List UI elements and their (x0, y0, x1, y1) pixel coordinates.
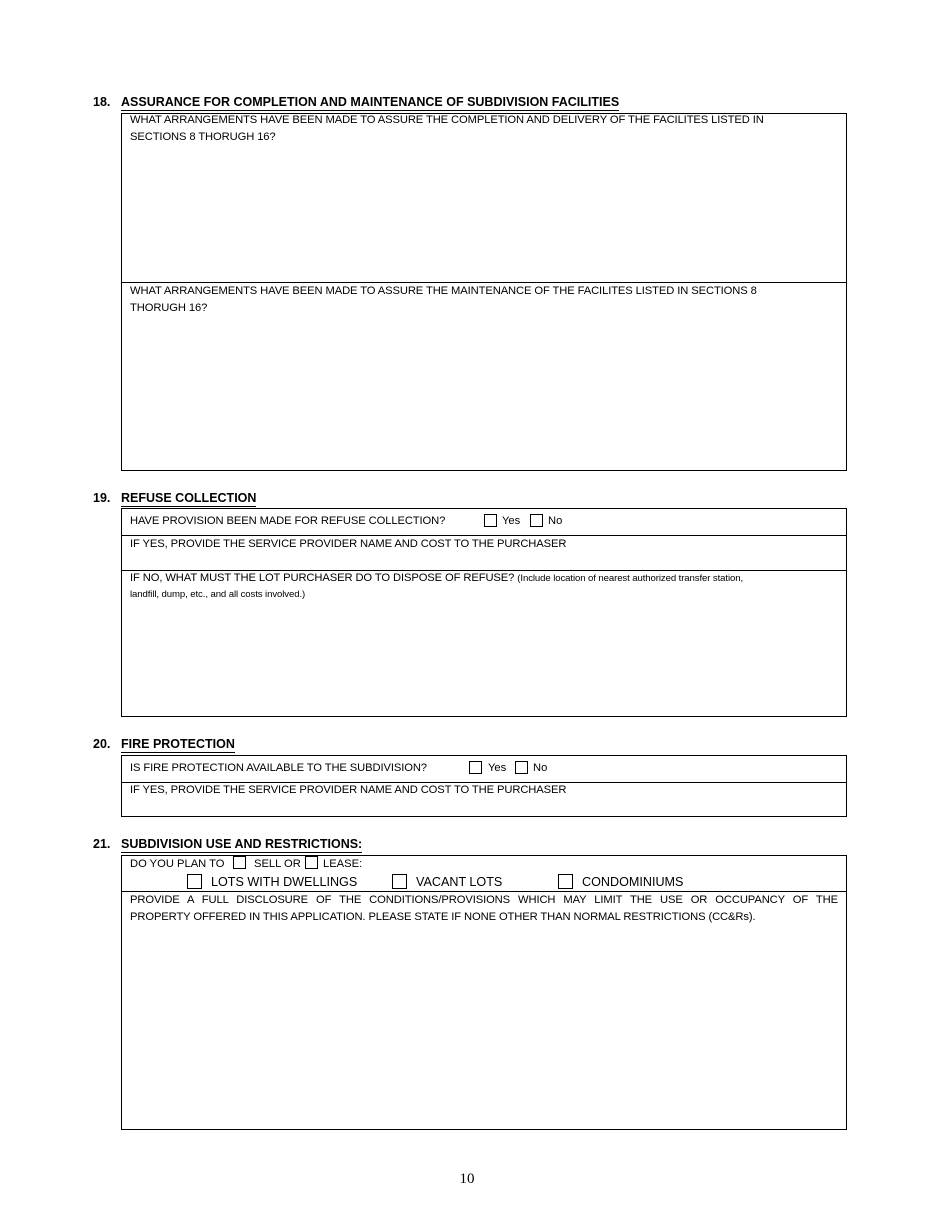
fire-no-checkbox[interactable] (515, 761, 528, 774)
refuse-no-checkbox[interactable] (530, 514, 543, 527)
lots-with-dwellings-label: LOTS WITH DWELLINGS (211, 875, 358, 889)
sell-checkbox[interactable] (233, 856, 246, 869)
section-19-q3-text: IF NO, WHAT MUST THE LOT PURCHASER DO TO DISPOSE OF REFUSE? (130, 572, 515, 584)
section-21-title: SUBDIVISION USE AND RESTRICTIONS: (121, 837, 363, 851)
section-21-q-line1: PROVIDE A FULL DISCLOSURE OF THE CONDITIONS/PROVISIONS WHICH MAY LIMIT THE USE OR OCCUPANCY OF THE (130, 894, 838, 906)
refuse-provider-field[interactable] (122, 553, 846, 569)
section-20-number: 20. (93, 737, 111, 751)
fire-provider-field[interactable] (122, 799, 846, 815)
refuse-disposal-field[interactable] (122, 604, 846, 714)
section-19-q1: HAVE PROVISION BEEN MADE FOR REFUSE COLLECTION? (130, 515, 446, 527)
section-18-q2-line1: WHAT ARRANGEMENTS HAVE BEEN MADE TO ASSURE THE MAINTENANCE OF THE FACILITES LISTED IN SECTIONS 8 (130, 285, 757, 297)
fire-yes-label: Yes (488, 762, 507, 774)
condominiums-checkbox[interactable] (558, 874, 573, 889)
vacant-lots-label: VACANT LOTS (416, 875, 503, 889)
section-21-plan-label: DO YOU PLAN TO (130, 858, 225, 870)
sell-label: SELL OR (254, 858, 301, 870)
section-18-title: ASSURANCE FOR COMPLETION AND MAINTENANCE OF SUBDIVISION FACILITIES (121, 95, 620, 109)
section-20-title: FIRE PROTECTION (121, 737, 235, 751)
restrictions-disclosure-field[interactable] (122, 928, 846, 1128)
maintenance-arrangements-field[interactable] (122, 320, 846, 468)
section-18-q1-line2: SECTIONS 8 THORUGH 16? (130, 131, 276, 143)
refuse-yes-label: Yes (502, 515, 521, 527)
section-19-q3-note: (Include location of nearest authorized transfer station, (517, 573, 744, 584)
section-19-q3 (130, 570, 743, 587)
refuse-no-label: No (548, 515, 563, 527)
section-19-q2: IF YES, PROVIDE THE SERVICE PROVIDER NAME AND COST TO THE PURCHASER (130, 538, 567, 550)
section-18-q1-line1: WHAT ARRANGEMENTS HAVE BEEN MADE TO ASSURE THE COMPLETION AND DELIVERY OF THE FACILITES LISTED IN (130, 114, 764, 126)
section-20-q1: IS FIRE PROTECTION AVAILABLE TO THE SUBDIVISION? (130, 762, 427, 774)
section-18-number: 18. (93, 95, 111, 109)
completion-arrangements-field[interactable] (122, 148, 846, 281)
section-19-title: REFUSE COLLECTION (121, 491, 257, 505)
section-20-q2: IF YES, PROVIDE THE SERVICE PROVIDER NAME AND COST TO THE PURCHASER (130, 784, 567, 796)
fire-yes-checkbox[interactable] (469, 761, 482, 774)
lease-label: LEASE: (323, 858, 363, 870)
refuse-yes-checkbox[interactable] (484, 514, 497, 527)
fire-no-label: No (533, 762, 548, 774)
section-21-q-line2: PROPERTY OFFERED IN THIS APPLICATION. PLEASE STATE IF NONE OTHER THAN NORMAL RESTRICTIONS (CC&Rs). (130, 911, 756, 923)
lease-checkbox[interactable] (305, 856, 318, 869)
section-19-q3-note-2: landfill, dump, etc., and all costs involved.) (130, 589, 306, 600)
lots-with-dwellings-checkbox[interactable] (187, 874, 202, 889)
vacant-lots-checkbox[interactable] (392, 874, 407, 889)
condominiums-label: CONDOMINIUMS (582, 875, 684, 889)
section-18-q2-line2: THORUGH 16? (130, 302, 208, 314)
page-number: 10 (459, 1171, 475, 1187)
section-21-number: 21. (93, 837, 111, 851)
section-19-number: 19. (93, 491, 111, 505)
